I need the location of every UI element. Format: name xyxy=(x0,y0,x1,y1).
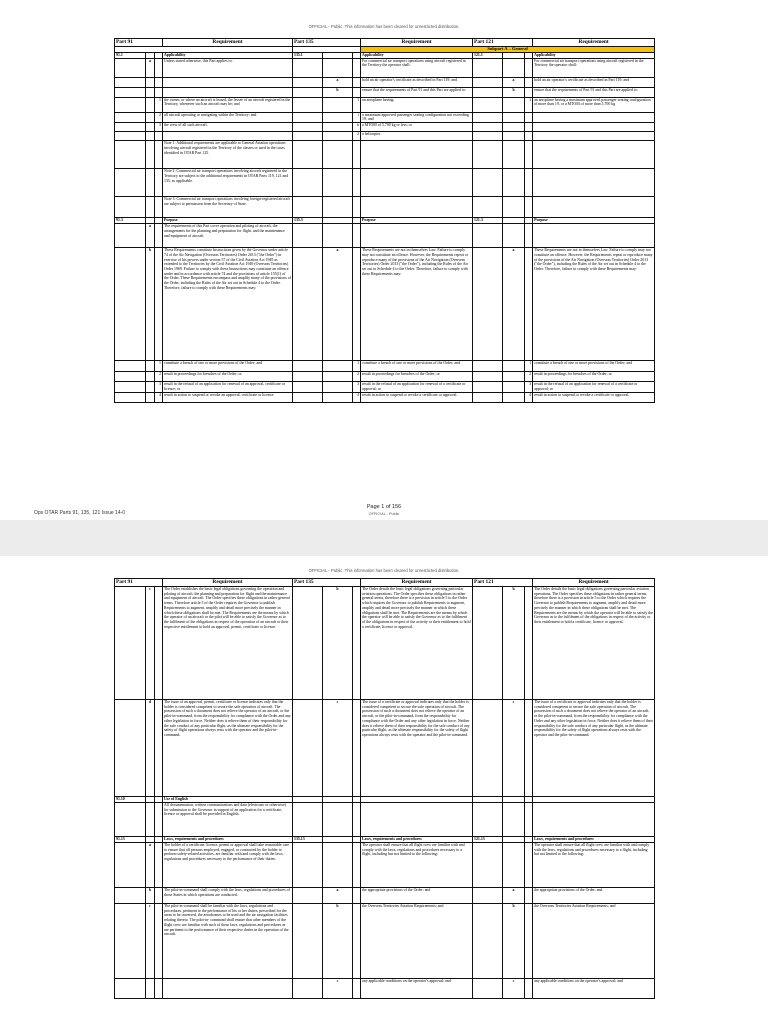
document-reference: Ops OTAR Parts 91, 135, 121 Issue 14-0 xyxy=(34,510,126,516)
table-row xyxy=(115,123,655,132)
clause-letter: b xyxy=(503,87,525,97)
clause-text: the Overseas Territories Aviation Requirements; and xyxy=(533,904,655,979)
table-row xyxy=(115,837,655,843)
clause-number: 4 xyxy=(525,392,533,402)
clause-number: 1 xyxy=(155,97,163,112)
table-row xyxy=(115,700,655,797)
table-row xyxy=(115,87,655,97)
clause-text: The Order details the basic legal obligations governing particular aviation operations. The Order specifies these obligations in rather general terms, therefore there is a provision in article 5 to the Order which requires the Governor to publish Requirements to augment, amplify and detail more precisely the manner in which these obligations shall be met. The Requirements are the means by which the operator will be able to satisfy the Governor as to the fulfilment of the obligations in respect of the activity or their entitlement to hold a certificate, licence or approval. xyxy=(533,587,655,700)
header-requirement: Requirement xyxy=(163,579,293,587)
header-requirement: Requirement xyxy=(361,579,473,587)
table-row xyxy=(115,112,655,122)
clause-text: hold an air operator's certificate as described in Part 119; and xyxy=(533,77,655,87)
clause-number: 1 xyxy=(353,361,361,372)
clause-letter: d xyxy=(146,700,155,797)
clause-letter: a xyxy=(323,77,353,87)
header-part121: Part 121 xyxy=(473,579,533,587)
clause-text: the appropriate provisions of the Order; and xyxy=(361,888,473,904)
header-requirement: Requirement xyxy=(163,39,293,47)
clause-letter: b xyxy=(503,904,525,979)
table-row xyxy=(115,224,655,248)
clause-text: The operator shall ensure that all flight crew are familiar with and comply with the laws, regulations and procedures necessary to a flight, including but not limited to the following: xyxy=(533,843,655,888)
clause-number: 3 xyxy=(525,382,533,392)
rule-ref: 91.3 xyxy=(115,218,146,224)
clause-letter: a xyxy=(323,248,353,361)
rule-title: Applicability xyxy=(361,53,473,59)
clause-letter: a xyxy=(146,843,155,888)
note-text: Note 1: Additional requirements are applicable to General Aviation operations involving aircraft registered in the Territory of the classes or used in the cases identified in OTAR Part 125. xyxy=(163,141,293,169)
clause-letter: a xyxy=(146,224,155,248)
page-number: Page 1 of 156 xyxy=(366,504,402,510)
rule-title: Laws, requirements and procedures xyxy=(163,837,293,843)
clause-text: All documentation, written communications and data (electronic or otherwise) for submission to the Governor in support of an application for a certificate, licence or approval shall be provided in English. xyxy=(163,803,293,837)
clause-number: 2 xyxy=(155,372,163,382)
clause-text: result in proceedings for breaches of the Order; or xyxy=(361,372,473,382)
classification-banner: OFFICIAL - Public. This information has been cleared for unrestricted distribution. xyxy=(308,568,460,573)
clause-text: constitute a breach of one or more provisions of the Order; and xyxy=(533,361,655,372)
rule-ref: 121.3 xyxy=(473,218,503,224)
clause-letter: c xyxy=(146,587,155,700)
rule-ref: 91.1 xyxy=(115,53,146,59)
header-requirement: Requirement xyxy=(361,39,473,47)
clause-text: These Requirements are not in themselves Law. Failure to comply may not constitute an offence. However, the Requirements repeat or reproduce many of the provisions of the Air Navigation (Overseas Territories) Order 2013 ("the Order"), including the Rules of the Air set out in Schedule 4 to the Order. Therefore, failure to comply with these Requirements may: xyxy=(533,248,655,361)
clause-text: Unless stated otherwise, this Part applies to: xyxy=(163,58,293,77)
clause-text: result in action to suspend or revoke a certificate or approval. xyxy=(361,392,473,402)
clause-letter: b xyxy=(146,248,155,361)
clause-text: result in the refusal of an application for renewal of an approval, certificate or licence; or xyxy=(163,382,293,392)
clause-text: ensure that the requirements of Part 91 and this Part are applied to: xyxy=(533,87,655,97)
rule-title: Laws, requirements and procedures xyxy=(361,837,473,843)
table-row xyxy=(115,248,655,361)
note-text: Note 3: Commercial air transport operations involving foreign-registered aircraft are subject to permission from the Secretary of State. xyxy=(163,197,293,218)
header-part135: Part 135 xyxy=(293,579,361,587)
clause-letter: a xyxy=(503,888,525,904)
table-row xyxy=(115,77,655,87)
rule-title: Laws, requirements and procedures xyxy=(533,837,655,843)
requirements-table xyxy=(114,38,655,403)
table-header-row xyxy=(115,39,655,47)
clause-letter: a xyxy=(503,77,525,87)
clause-text: the crew of all such aircraft. xyxy=(163,123,293,132)
rule-ref: 135.13 xyxy=(293,837,323,843)
clause-text: any applicable conditions on the operator's approval; and xyxy=(361,979,473,999)
clause-number: 1 xyxy=(525,361,533,372)
rule-title: Use of English xyxy=(163,797,293,803)
clause-number: 3 xyxy=(155,123,163,132)
footer-marking: OFFICIAL - Public xyxy=(368,512,400,516)
header-part91: Part 91 xyxy=(115,39,163,47)
clause-letter: b xyxy=(323,587,353,700)
clause-letter: c xyxy=(323,700,353,797)
clause-text: The pilot-in-command shall be familiar with the laws, regulations and procedures, pertinent to the performance of his or her duties, prescribed for the areas to be traversed, the aerodromes to be used and the air navigation facilities relating thereto. The pilot-in- command shall ensure that other members of the flight crew are familiar with such of these laws, regulations and procedures as are pertinent to the performance of their respective duties in the operation of the aircraft. xyxy=(163,904,293,979)
clause-text: ensure that the requirements of Part 91 and this Part are applied to: xyxy=(361,87,473,97)
rule-ref: 135.1 xyxy=(293,53,323,59)
table-row xyxy=(115,392,655,402)
rule-title: Applicability xyxy=(163,53,293,59)
requirements-table xyxy=(114,578,655,999)
clause-number: 4 xyxy=(155,392,163,402)
header-part121: Part 121 xyxy=(473,39,533,47)
clause-number: 2 xyxy=(353,132,361,141)
clause-number: i xyxy=(353,112,361,122)
clause-text: The pilot-in-command shall comply with the laws, regulations and procedures of those States in which operations are conducted. xyxy=(163,888,293,904)
table-row xyxy=(115,803,655,837)
clause-number: 1 xyxy=(353,97,361,112)
clause-text: The operator shall ensure that all flight crew are familiar with and comply with the laws, regulations and procedures necessary to a flight, including but not limited to the following: xyxy=(361,843,473,888)
clause-text: hold an air operator's certificate as described in Part 119; and xyxy=(361,77,473,87)
clause-letter: c xyxy=(323,979,353,999)
rule-ref: 135.3 xyxy=(293,218,323,224)
clause-text: For commercial air transport operations using aircraft registered in the Territory the operator shall: xyxy=(533,58,655,77)
clause-text: result in the refusal of an application for renewal of a certificate or approval; or xyxy=(361,382,473,392)
clause-number: 3 xyxy=(155,382,163,392)
table-row xyxy=(115,372,655,382)
clause-number: 2 xyxy=(353,372,361,382)
clause-number: 1 xyxy=(525,97,533,112)
subpart-title: Subpart A – General xyxy=(361,47,655,53)
rule-ref: 121.1 xyxy=(473,53,503,59)
clause-text: all aircraft operating or navigating within the Territory; and xyxy=(163,112,293,122)
clause-number: 2 xyxy=(155,112,163,122)
clause-text: an aeroplane having: xyxy=(361,97,473,112)
rule-ref: 121.13 xyxy=(473,837,503,843)
clause-letter: a xyxy=(146,58,155,77)
clause-text: a helicopter. xyxy=(361,132,473,141)
table-row xyxy=(115,382,655,392)
clause-text: The issue of an approval, permit, certificate or licence indicates only that the holder is considered competent to secure the safe operation of aircraft. The possession of such a document does not relieve the operator of an aircraft, or the pilot-in-command, from the responsibility for compliance with the Order and any other legislation in force. Neither does it relieve them of their responsibility for the safe conduct of any particular flight, as the ultimate responsibility for the safety of flight operations always rests with the operator and the pilot-in-command. xyxy=(163,700,293,797)
clause-text: any applicable conditions on the operator's approval; and xyxy=(533,979,655,999)
clause-text: the Overseas Territories Aviation Requirements; and xyxy=(361,904,473,979)
header-requirement: Requirement xyxy=(533,39,655,47)
clause-letter: b xyxy=(146,888,155,904)
rule-ref: 91.13 xyxy=(115,837,146,843)
clause-text: The Order details the basic legal obligations governing particular aviation operations. The Order specifies these obligations in rather general terms, therefore there is a provision in article 5 to the Order which requires the Governor to publish Requirements to augment, amplify and detail more precisely the manner in which these obligations shall be met. The Requirements are the means by which the operator will be able to satisfy the Governor as to the fulfilment of the obligations in respect of the activity or their entitlement to hold a certificate, licence or approval. xyxy=(361,587,473,700)
clause-text: The issue of a certificate or approval indicates only that the holder is considered competent to secure the safe operation of aircraft. The possession of such a document does not relieve the operator of an aircraft, or the pilot-in-command, from the responsibility for compliance with the Order and any other legislation in force. Neither does it relieve them of their responsibility for the safe conduct of any particular flight, as the ultimate responsibility for the safety of flight operations always rests with the operator and the pilot-in-command. xyxy=(361,700,473,797)
table-row xyxy=(115,132,655,141)
clause-text: The requirements of this Part cover operation and piloting of aircraft, the arrangements for the planning and preparation for flight, and the maintenance and equipment of aircraft. xyxy=(163,224,293,248)
clause-letter: c xyxy=(503,979,525,999)
clause-number: 3 xyxy=(353,382,361,392)
clause-text: result in action to suspend or revoke a certificate or approval. xyxy=(533,392,655,402)
clause-letter: b xyxy=(323,904,353,979)
table-row xyxy=(115,979,655,999)
note-text: Note 2: Commercial air transport operations involving aircraft registered in the Territory are subject to the additional requirements in OTAR Parts 119, 121 and 135, as applicable. xyxy=(163,169,293,197)
table-row xyxy=(115,197,655,218)
document-page-2 xyxy=(0,556,768,1024)
clause-letter: b xyxy=(503,587,525,700)
page-gap xyxy=(0,520,768,556)
clause-text: These Requirements constitute Instructions given by the Governor under article 74 of the Air Navigation (Overseas Territories) Order 2013 ("the Order") in exercise of his powers under section 57 of the Civil Aviation Act 1949 as extended to the Territories by the Civil Aviation Act 1949 (Overseas Territories) Order 1969. Failure to comply with these Instructions may constitute an offence under and in accordance with article 74 and the provisions of article 155(1) of the Order. These Requirements encompass and amplify many of the provisions of the Order, including the Rules of the Air set out in Schedule 4 to the Order. Therefore, failure to comply with these Requirements may: xyxy=(163,248,293,361)
classification-banner: OFFICIAL - Public. This information has been cleared for unrestricted distribution. xyxy=(308,24,460,29)
clause-text: The issue of a certificate or approval indicates only that the holder is considered competent to secure the safe operation of aircraft. The possession of such a document does not relieve the operator of an aircraft, or the pilot-in-command, from the responsibility for compliance with the Order and any other legislation in force. Neither does it relieve them of their responsibility for the safe conduct of any particular flight, as the ultimate responsibility for the safety of flight operations always rests with the operator and the pilot-in-command. xyxy=(533,700,655,797)
clause-text: a maximum approved passenger seating configuration not exceeding 19; and xyxy=(361,112,473,122)
table-row xyxy=(115,97,655,112)
clause-text: constitute a breach of one or more provisions of the Order; and xyxy=(163,361,293,372)
clause-text: the appropriate provisions of the Order; and xyxy=(533,888,655,904)
table-row xyxy=(115,169,655,197)
clause-text: the owner, or where an aircraft is leased, the lessee of an aircraft registered in the Territory, whenever such an aircraft may be; and xyxy=(163,97,293,112)
rule-ref: 91.10 xyxy=(115,797,146,803)
table-row xyxy=(115,843,655,888)
table-row xyxy=(115,888,655,904)
clause-letter: b xyxy=(323,87,353,97)
clause-text: result in the refusal of an application for renewal of a certificate or approval; or xyxy=(533,382,655,392)
clause-number: 1 xyxy=(155,361,163,372)
rule-title: Purpose xyxy=(361,218,473,224)
table-row xyxy=(115,141,655,169)
rule-title: Purpose xyxy=(163,218,293,224)
clause-text: an aeroplane having a maximum approved passenger seating configuration of more than 19, or a MTOM of more than 5,700 kg xyxy=(533,97,655,112)
table-row xyxy=(115,904,655,979)
header-part135: Part 135 xyxy=(293,39,361,47)
table-header-row xyxy=(115,579,655,587)
clause-text: The holder of a certificate, licence, permit or approval shall take reasonable care to ensure that all persons employed, engaged, or contracted by the holder to perform safety-related activities, are familiar with and comply with the laws, regulations and procedures necessary to the performance of their duties. xyxy=(163,843,293,888)
clause-text: result in proceedings for breaches of the Order; or xyxy=(533,372,655,382)
clause-text: The Order establishes the basic legal obligations governing the operation and piloting of aircraft, the planning and preparation for flight and the maintenance and equipment of aircraft. The Order specifies these obligations in rather general terms. Therefore article 5 of the Order requires the Governor to publish Requirements to augment, amplify and detail more precisely the manner in which these obligations shall be met. The Requirements are the means by which the operator of an aircraft or the pilot will be able to satisfy the Governor as to the fulfilment of the obligations in respect of the operation of an aircraft or their respective entitlement to hold an approval, permit, certificate or licence. xyxy=(163,587,293,700)
header-part91: Part 91 xyxy=(115,579,163,587)
clause-text: These Requirements are not in themselves Law. Failure to comply may not constitute an offence. However, the Requirements repeat or reproduce many of the provisions of the Air Navigation (Overseas Territories) Order 2013 ("the Order"), including the Rules of the Air set out in Schedule 4 to the Order. Therefore, failure to comply with these Requirements may: xyxy=(361,248,473,361)
table-row xyxy=(115,361,655,372)
rule-title: Applicability xyxy=(533,53,655,59)
clause-number: ii xyxy=(353,123,361,132)
clause-letter: c xyxy=(503,700,525,797)
header-requirement: Requirement xyxy=(533,579,655,587)
table-row xyxy=(115,587,655,700)
clause-text: result in action to suspend or revoke an approval, certificate or licence. xyxy=(163,392,293,402)
clause-number: 4 xyxy=(353,392,361,402)
clause-letter: a xyxy=(323,888,353,904)
clause-letter: a xyxy=(503,248,525,361)
clause-letter: c xyxy=(146,904,155,979)
clause-text: a MTOM of 5,700 kg or less; or xyxy=(361,123,473,132)
table-row xyxy=(115,58,655,77)
rule-title: Purpose xyxy=(533,218,655,224)
clause-text: constitute a breach of one or more provisions of the Order; and xyxy=(361,361,473,372)
clause-text: For commercial air transport operations using aircraft registered in the Territory the operator shall: xyxy=(361,58,473,77)
clause-number: 2 xyxy=(525,372,533,382)
clause-text: result in proceedings for breaches of the Order; or xyxy=(163,372,293,382)
